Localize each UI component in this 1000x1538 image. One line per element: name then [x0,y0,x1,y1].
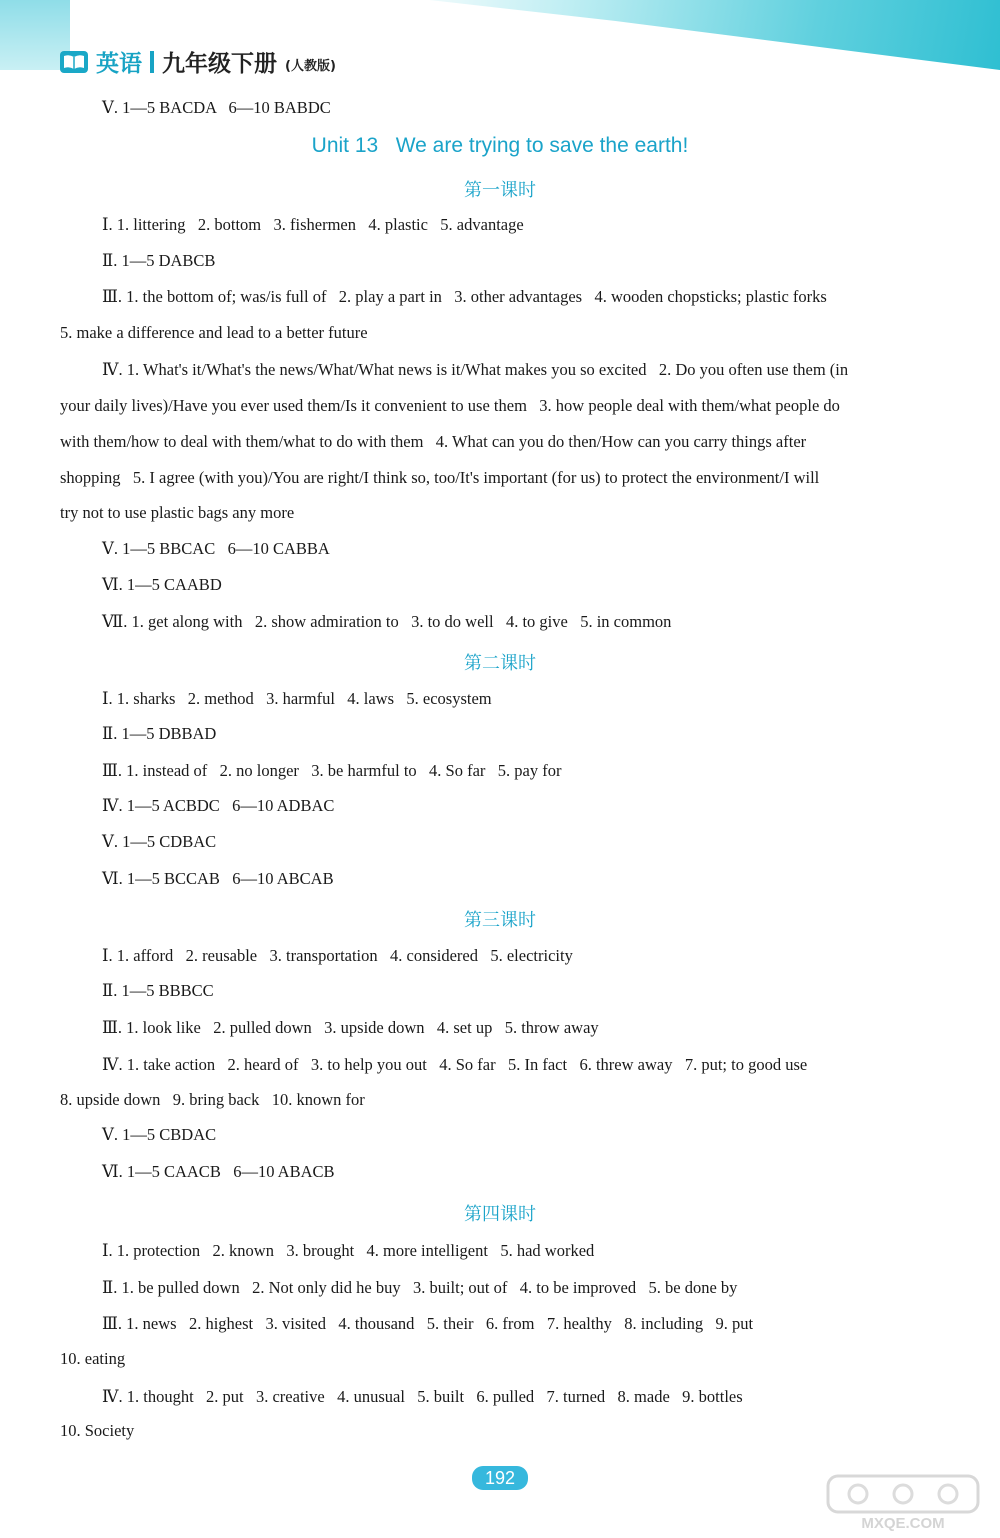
answer-line: Ⅳ. 1—5 ACBDC 6—10 ADBAC [102,796,335,815]
answer-line: Ⅰ. 1. sharks 2. method 3. harmful 4. laws 5. ecosystem [102,689,492,708]
answer-line: Ⅳ. 1. thought 2. put 3. creative 4. unusual 5. built 6. pulled 7. turned 8. made 9. bottles [102,1387,743,1406]
answer-line: Ⅵ. 1—5 CAABD [102,575,222,594]
book-icon [60,51,88,73]
page-header [60,45,336,78]
answer-line: Ⅲ. 1. news 2. highest 3. visited 4. thousand 5. their 6. from 7. healthy 8. including 9. put [102,1314,754,1333]
subject-label: 英语 [96,51,142,77]
answer-line: shopping 5. I agree (with you)/You are right/I think so, too/It's important (for us) to protect the environment/I will [60,468,820,487]
answer-line: Ⅰ. 1. protection 2. known 3. brought 4. more intelligent 5. had worked [102,1241,595,1260]
lesson-title: 第三课时 [464,910,536,931]
answer-line: your daily lives)/Have you ever used them/Is it convenient to use them 3. how people deal with them/what people do [60,396,840,415]
answer-line: try not to use plastic bags any more [60,503,295,522]
answer-line: Ⅲ. 1. the bottom of; was/is full of 2. play a part in 3. other advantages 4. wooden chopsticks; plastic forks [102,287,827,306]
answer-line: Ⅲ. 1. instead of 2. no longer 3. be harmful to 4. So far 5. pay for [102,761,562,780]
answer-line: Ⅰ. 1. littering 2. bottom 3. fishermen 4. plastic 5. advantage [102,215,524,234]
answer-line: Ⅵ. 1—5 BCCAB 6—10 ABCAB [102,869,334,888]
watermark-logo [818,1472,988,1532]
answer-line: Ⅴ. 1—5 BBCAC 6—10 CABBA [102,539,330,558]
answer-line: Ⅶ. 1. get along with 2. show admiration to 3. to do well 4. to give 5. in common [102,612,672,631]
answer-line: Ⅱ. 1—5 DABCB [102,251,216,270]
answer-line: Ⅴ. 1—5 BACDA 6—10 BABDC [102,98,331,117]
answer-line: Ⅵ. 1—5 CAACB 6—10 ABACB [102,1162,335,1181]
watermark-text: MXQE.COM [861,1515,945,1532]
header-right-band [380,0,1000,70]
unit-title: Unit 13 We are trying to save the earth! [311,134,689,157]
lesson-title: 第一课时 [464,180,536,201]
answer-line: Ⅱ. 1. be pulled down 2. Not only did he buy 3. built; out of 4. to be improved 5. be done by [102,1278,738,1297]
answer-line: Ⅴ. 1—5 CBDAC [102,1125,217,1144]
lesson-title: 第四课时 [464,1204,536,1225]
answer-line: Ⅲ. 1. look like 2. pulled down 3. upside down 4. set up 5. throw away [102,1018,599,1037]
answer-line: 5. make a difference and lead to a better future [60,323,368,342]
answer-line: Ⅳ. 1. What's it/What's the news/What/What news is it/What makes you so excited 2. Do you often use them (in [102,360,849,379]
edition-label: (人教版) [285,59,336,74]
answer-line: with them/how to deal with them/what to do with them 4. What can you do then/How can you carry things after [60,432,807,451]
answer-line: 10. eating [60,1349,126,1368]
answer-line: Ⅱ. 1—5 BBBCC [102,981,214,1000]
answer-line: Ⅰ. 1. afford 2. reusable 3. transportation 4. considered 5. electricity [102,946,573,965]
page-number: 192 [472,1466,528,1490]
answer-line: Ⅴ. 1—5 CDBAC [102,832,217,851]
answer-line: Ⅱ. 1—5 DBBAD [102,724,217,743]
answer-line: 8. upside down 9. bring back 10. known for [60,1090,365,1109]
answer-line: 10. Society [60,1421,135,1440]
lesson-title: 第二课时 [464,653,536,674]
grade-label: 九年级下册 [162,51,277,77]
answer-line: Ⅳ. 1. take action 2. heard of 3. to help you out 4. So far 5. In fact 6. threw away 7. put; to good use [102,1055,808,1074]
header-divider [150,51,154,73]
